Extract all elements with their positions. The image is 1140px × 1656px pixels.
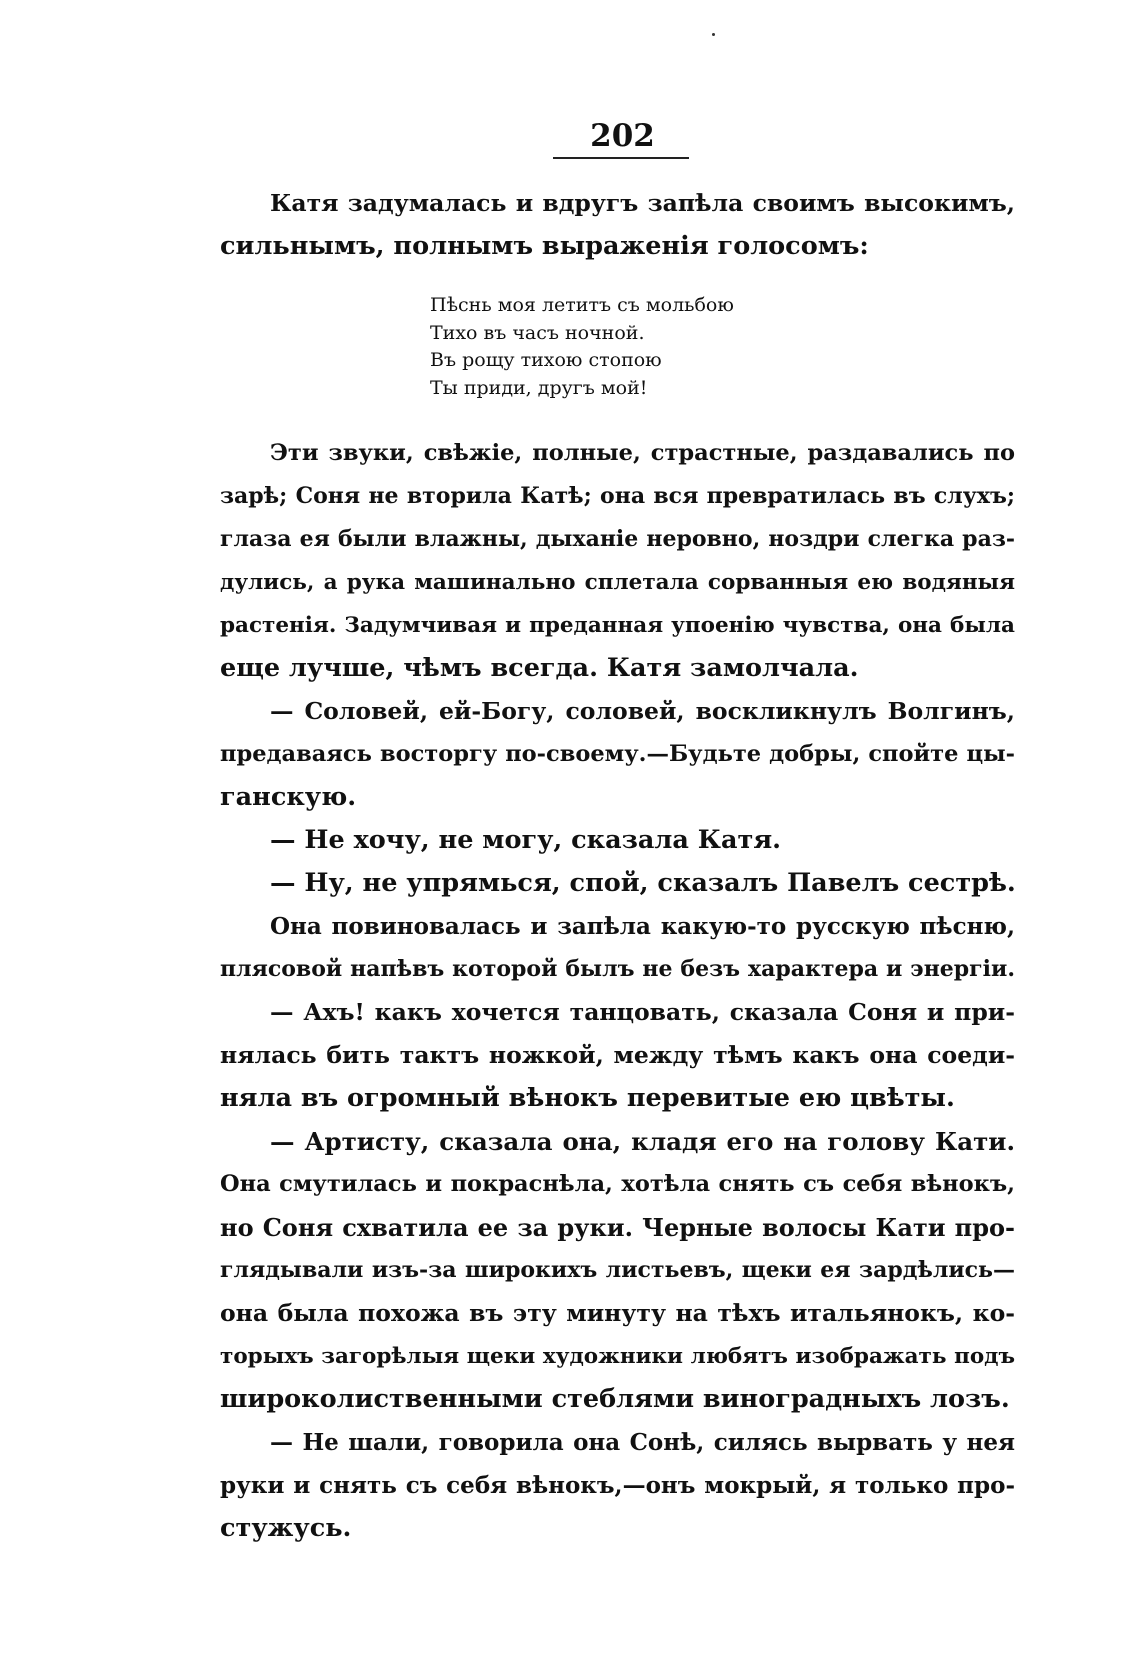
text-line: няла въ огромный вѣнокъ перевитые ею цвѣты. [220,1083,955,1113]
text-line: — Ахъ! какъ хочется танцовать, сказала Соня и при- [270,998,1015,1026]
page-number-rule [553,157,689,159]
text-line: но Соня схватила ее за руки. Черные волосы Кати про- [220,1213,1015,1242]
text-line: руки и снять съ себя вѣнокъ,—онъ мокрый, я только про- [220,1472,1015,1499]
text-line: она была похожа въ эту минуту на тѣхъ итальянокъ, ко- [220,1299,1015,1327]
page-number: 202 [590,118,655,154]
text-line: ганскую. [220,782,357,812]
verse-line: Тихо въ часъ ночной. [430,321,645,344]
text-line: широколиственными стеблями виноградныхъ лозъ. [220,1384,1010,1414]
text-line: предаваясь восторгу по-своему.—Будьте добры, спойте цы- [220,741,1015,767]
intro-paragraph [220,182,1015,268]
text-line: — Соловей, ей-Богу, соловей, воскликнулъ Волгинъ, [270,697,1015,725]
text-line: — Не шали, говорила она Сонѣ, силясь вырвать у нея [270,1429,1015,1456]
text-line: Эти звуки, свѣжіе, полные, страстные, раздавались по [270,440,1015,466]
text-line: — Ну, не упрямься, спой, сказалъ Павелъ сестрѣ. [270,868,1016,898]
text-line: еще лучше, чѣмъ всегда. Катя замолчала. [220,653,859,683]
verse-line: Пѣснь моя летитъ съ мольбою [430,294,734,316]
text-line: сильнымъ, полнымъ выраженія голосомъ: [220,231,869,261]
text-line: стужусь. [220,1513,352,1543]
verse-line: Въ рощу тихою стопою [430,349,662,371]
text-line: Она смутилась и покраснѣла, хотѣла снять съ себя вѣнокъ, [220,1171,1015,1197]
text-line: глядывали изъ-за широкихъ листьевъ, щеки ея зардѣлись— [220,1257,1015,1283]
text-line: глаза ея были влажны, дыханіе неровно, ноздри слегка раз- [220,526,1015,552]
text-line: — Артисту, сказала она, кладя его на голову Кати. [270,1127,1015,1156]
text-line: Она повиновалась и запѣла какую-то русскую пѣсню, [270,913,1015,940]
text-line: Катя задумалась и вдругъ запѣла своимъ высокимъ, [270,189,1015,217]
text-line: дулись, а рука машинально сплетала сорванныя ею водяныя [220,570,1015,595]
main-text [220,432,1015,1550]
text-line: зарѣ; Соня не вторила Катѣ; она вся превратилась въ слухъ; [220,483,1015,509]
print-speck [712,33,715,36]
text-line: торыхъ загорѣлыя щеки художники любятъ изображать подъ [220,1344,1015,1369]
text-line: плясовой напѣвъ которой былъ не безъ характера и энергіи. [220,956,1015,982]
verse-line: Ты приди, другъ мой! [430,376,648,399]
verse-block [430,292,850,402]
text-line: — Не хочу, не могу, сказала Катя. [270,825,782,855]
text-line: растенія. Задумчивая и преданная упоенію чувства, она была [220,613,1015,638]
text-line: нялась бить тактъ ножкой, между тѣмъ какъ она соеди- [220,1041,1015,1069]
